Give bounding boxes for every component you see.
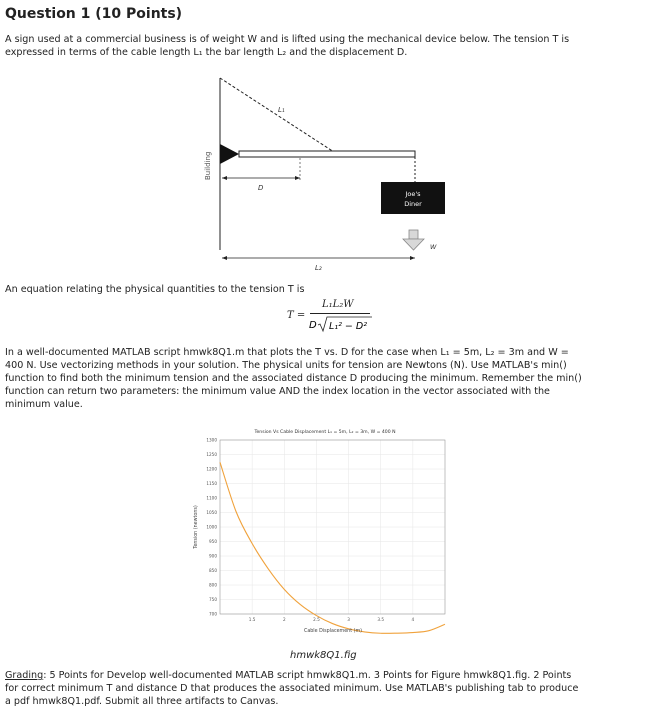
series-line [220, 462, 445, 633]
cable-label: L₁ [278, 106, 285, 114]
grading-label: Grading [5, 670, 44, 681]
chart-xlabel: Cable Displacement (m) [303, 629, 363, 634]
question-title: Question 1 (10 Points) [5, 6, 183, 22]
y-tick-label: 700 [209, 611, 217, 617]
y-tick-label: 1250 [206, 452, 217, 457]
grading-line-1-text: : 5 Points for Develop well-documented MATLAB script hmwk8Q1.m. 3 Points for Figure hmwk8Q1.fig. 2 Points [43, 670, 572, 681]
sign-text-line-1: Joe's [405, 190, 421, 198]
x-tick-label: 2.5 [313, 617, 320, 622]
equation-lhs: T = [287, 310, 306, 321]
instruction-line-3: function to find both the minimum tension and the associated distance D producing the minimum. Remember the min() [5, 373, 582, 384]
x-tick-label: 1.5 [248, 617, 256, 622]
y-tick-label: 850 [209, 568, 217, 573]
bar [239, 151, 415, 157]
displacement-label: D [258, 184, 264, 192]
chart-title: Tension Vs Cable Displacement L₁ = 5m, L₂ = 3m, W = 400 N [254, 430, 396, 435]
x-tick-label: 3.5 [377, 617, 385, 622]
cable-line [220, 78, 334, 152]
weight-label: W [430, 243, 437, 251]
y-tick-label: 1000 [206, 524, 217, 530]
equation-numerator: L₁L₂W [322, 299, 354, 310]
equation-intro: An equation relating the physical quantities to the tension T is [5, 284, 305, 295]
x-tick-label: 2 [282, 617, 286, 622]
y-tick-label: 900 [209, 553, 217, 559]
x-tick-label: 3 [347, 617, 350, 622]
y-tick-label: 1100 [206, 495, 217, 501]
instruction-line-1: In a well-documented MATLAB script hmwk8Q1.m that plots the T vs. D for the case when L₁ = 5m, L₂ = 3m and W = [5, 347, 569, 358]
x-tick-label: 4 [411, 617, 415, 622]
sign [381, 182, 445, 214]
y-tick-label: 750 [209, 597, 217, 602]
y-tick-label: 1050 [206, 510, 217, 515]
y-tick-label: 800 [209, 582, 217, 588]
svg-text:D: D [309, 320, 317, 331]
y-tick-label: 1150 [206, 481, 217, 486]
tension-chart [190, 423, 460, 638]
pivot-triangle [220, 144, 239, 164]
instruction-line-5: minimum value. [5, 399, 83, 410]
weight-arrow-icon [403, 230, 424, 250]
bar-length-label: L₂ [315, 264, 322, 272]
chart-ylabel: Tension (newtons) [194, 505, 199, 549]
building-label: Building [204, 151, 212, 180]
y-tick-label: 1200 [206, 466, 217, 472]
grading-line-2: for correct minimum T and distance D that produces the associated minimum. Use MATLAB's publishing tab to produce [5, 683, 579, 694]
mechanical-device-diagram [160, 68, 460, 280]
intro-line-2: expressed in terms of the cable length L₁ the bar length L₂ and the displacement D. [5, 47, 408, 58]
square-root-icon [306, 315, 376, 335]
y-tick-label: 950 [209, 539, 217, 544]
instruction-line-2: 400 N. Use vectorizing methods in your solution. The physical units for tension are Newtons (N). Use MATLAB's min() [5, 360, 567, 371]
y-tick-label: 1300 [206, 437, 217, 443]
grading-line-1 [5, 670, 645, 683]
intro-line-1: A sign used at a commercial business is of weight W and is lifted using the mechanical device below. The tension T is [5, 34, 570, 45]
figure-caption: hmwk8Q1.fig [290, 650, 357, 661]
svg-text:L₁² − D²: L₁² − D² [329, 321, 368, 332]
grading-line-3: a pdf hmwk8Q1.pdf. Submit all three artifacts to Canvas. [5, 696, 279, 707]
fraction-bar [310, 313, 370, 314]
sign-text-line-2: Diner [404, 200, 422, 208]
instruction-line-4: function can return two parameters: the minimum value AND the index location in the vector associated with the [5, 386, 550, 397]
